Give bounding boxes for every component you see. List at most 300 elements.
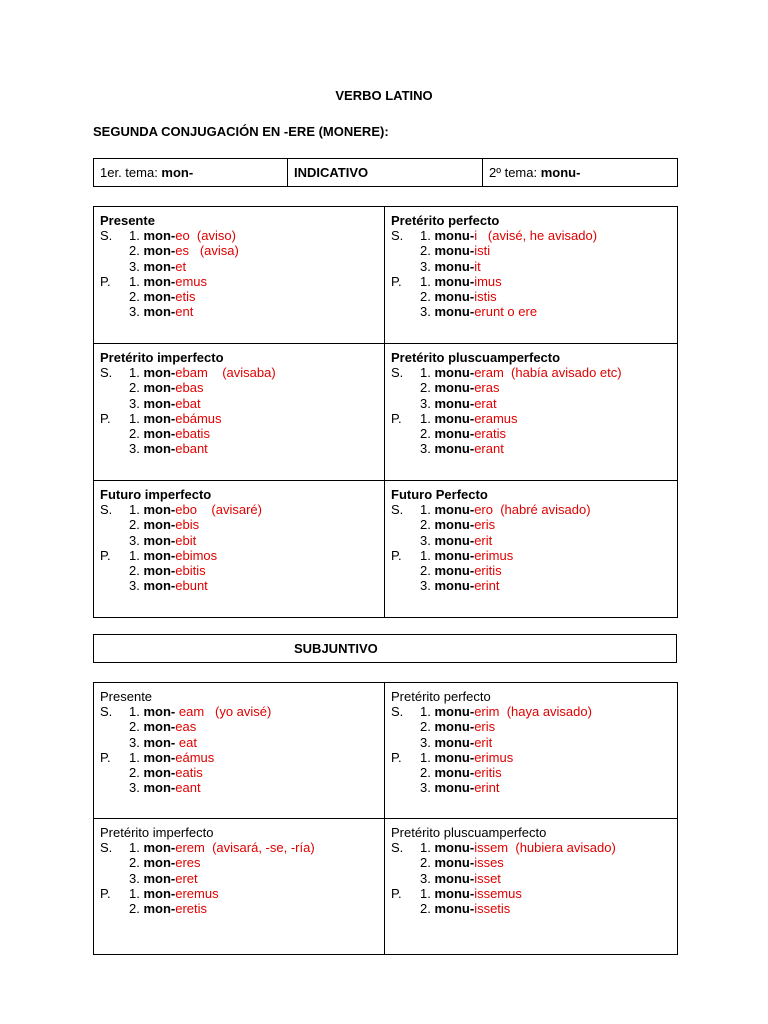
verb-ending: etis xyxy=(175,289,196,305)
verb-ending: eris xyxy=(474,517,496,533)
conjugation-line xyxy=(100,871,384,886)
verb-stem: monu- xyxy=(434,273,475,289)
conjugation-line xyxy=(100,304,384,319)
verb-stem: monu- xyxy=(434,547,475,563)
conjugation-line xyxy=(100,502,384,517)
conjugation-line xyxy=(391,396,677,411)
person-number: 2. xyxy=(420,517,431,533)
verb-stem: mon- xyxy=(143,734,176,750)
verb-stem: mon- xyxy=(143,258,176,274)
verb-stem: mon- xyxy=(143,901,176,917)
person-number: 1. xyxy=(129,704,140,720)
verb-stem: mon- xyxy=(143,365,176,381)
verb-ending: isti xyxy=(474,243,491,259)
conjugation-line xyxy=(391,901,677,916)
conjugation-line xyxy=(391,228,677,243)
tense-row xyxy=(94,683,678,819)
person-number: 2. xyxy=(129,380,140,396)
tense-block xyxy=(94,683,384,795)
person-number: 1. xyxy=(420,502,431,518)
tense-cell xyxy=(385,344,678,481)
conjugation-line xyxy=(100,517,384,532)
conjugation-line xyxy=(391,365,677,380)
verb-stem: monu- xyxy=(434,749,475,765)
conjugation-line xyxy=(100,411,384,426)
verb-stem: monu- xyxy=(434,765,475,781)
verb-ending: eritis xyxy=(474,765,502,781)
conjugation-line xyxy=(100,396,384,411)
subjunctive-conjugation-table xyxy=(93,682,678,955)
verb-stem: monu- xyxy=(434,780,475,796)
person-number: 2. xyxy=(420,426,431,442)
verb-ending: imus xyxy=(474,273,502,289)
conjugation-line xyxy=(391,578,677,593)
tense-block xyxy=(385,819,677,916)
person-number: 3. xyxy=(129,870,140,886)
person-number: 1. xyxy=(129,365,140,381)
person-number: 1. xyxy=(420,749,431,765)
verb-stem: mon- xyxy=(143,517,176,533)
verb-stem: monu- xyxy=(434,304,475,320)
person-number: 3. xyxy=(129,304,140,320)
tense-name: Pretérito perfecto xyxy=(391,213,500,228)
verb-stem: mon- xyxy=(143,749,176,765)
verb-stem: monu- xyxy=(434,532,475,548)
verb-ending: eam (yo avisé) xyxy=(175,704,272,720)
person-number: 3. xyxy=(420,441,431,457)
verb-stem: mon- xyxy=(143,410,176,426)
person-number: 1. xyxy=(129,502,140,518)
verb-ending: eant xyxy=(175,780,201,796)
verb-stem: monu- xyxy=(434,426,475,442)
person-number: 3. xyxy=(420,258,431,274)
person-number: 2. xyxy=(129,426,140,442)
verb-stem: mon- xyxy=(143,719,176,735)
verb-ending: ebat xyxy=(175,395,201,411)
person-number: 3. xyxy=(420,304,431,320)
person-number: 2. xyxy=(129,719,140,735)
conjugation-line xyxy=(391,243,677,258)
verb-ending: it xyxy=(474,258,481,274)
conjugation-line xyxy=(391,840,677,855)
number-label: P. xyxy=(100,885,111,901)
verb-ending: erim (haya avisado) xyxy=(474,704,592,720)
verb-ending: ero (habré avisado) xyxy=(474,502,591,518)
verb-ending: erit xyxy=(474,532,493,548)
verb-stem: monu- xyxy=(434,502,475,518)
verb-stem: mon- xyxy=(143,532,176,548)
person-number: 2. xyxy=(420,380,431,396)
verb-ending: eas xyxy=(175,719,197,735)
document-title: VERBO LATINO xyxy=(335,88,433,103)
verb-ending: eras xyxy=(474,380,500,396)
tense-cell xyxy=(385,683,678,819)
number-label: P. xyxy=(100,273,111,289)
verb-ending: eres xyxy=(175,855,201,871)
conjugation-line xyxy=(391,441,677,456)
tense-name: Presente xyxy=(100,213,155,228)
tense-block xyxy=(94,344,384,456)
person-number: 3. xyxy=(420,395,431,411)
tense-cell xyxy=(94,683,385,819)
document-subtitle: SEGUNDA CONJUGACIÓN EN -ERE (MONERE): xyxy=(93,124,389,139)
number-label: S. xyxy=(100,228,113,244)
number-label: S. xyxy=(100,502,113,518)
number-label: P. xyxy=(391,273,402,289)
conjugation-line xyxy=(100,735,384,750)
verb-stem: mon- xyxy=(143,228,176,244)
verb-stem: mon- xyxy=(143,395,176,411)
conjugation-line xyxy=(100,563,384,578)
person-number: 2. xyxy=(420,901,431,917)
conjugation-line xyxy=(100,855,384,870)
number-label: S. xyxy=(391,840,404,856)
conjugation-line xyxy=(391,533,677,548)
verb-ending: eret xyxy=(175,870,198,886)
verb-ending: eramus xyxy=(474,410,518,426)
verb-ending: eámus xyxy=(175,749,215,765)
verb-ending: ebitis xyxy=(175,563,206,579)
verb-stem: monu- xyxy=(434,870,475,886)
conjugation-line xyxy=(391,517,677,532)
conjugation-line xyxy=(100,886,384,901)
first-theme-cell xyxy=(94,159,288,187)
tense-row xyxy=(94,819,678,955)
number-label: P. xyxy=(100,547,111,563)
verb-ending: eo (aviso) xyxy=(175,228,236,244)
tense-row xyxy=(94,344,678,481)
subjunctive-header-table xyxy=(93,634,677,663)
verb-stem: mon- xyxy=(143,855,176,871)
person-number: 1. xyxy=(420,885,431,901)
number-label: P. xyxy=(391,410,402,426)
conjugation-line xyxy=(100,426,384,441)
conjugation-line xyxy=(391,289,677,304)
conjugation-line xyxy=(391,855,677,870)
verb-stem: mon- xyxy=(143,870,176,886)
verb-ending: erimus xyxy=(474,749,514,765)
person-number: 2. xyxy=(129,289,140,305)
person-number: 1. xyxy=(420,840,431,856)
verb-ending: eatis xyxy=(175,765,203,781)
tense-block xyxy=(385,481,677,593)
conjugation-line xyxy=(391,871,677,886)
person-number: 1. xyxy=(420,228,431,244)
conjugation-line xyxy=(391,704,677,719)
person-number: 1. xyxy=(129,273,140,289)
verb-ending: eat xyxy=(175,734,197,750)
second-theme-cell xyxy=(483,159,678,187)
number-label: P. xyxy=(100,749,111,765)
conjugation-line xyxy=(391,780,677,795)
verb-ending: erit xyxy=(474,734,493,750)
verb-stem: mon- xyxy=(143,780,176,796)
number-label: S. xyxy=(100,365,113,381)
conjugation-line xyxy=(391,548,677,563)
verb-stem: mon- xyxy=(143,502,176,518)
person-number: 1. xyxy=(129,410,140,426)
tense-cell xyxy=(94,481,385,618)
tense-block xyxy=(385,344,677,456)
conjugation-line xyxy=(100,533,384,548)
conjugation-line xyxy=(100,704,384,719)
conjugation-line xyxy=(100,578,384,593)
tense-name: Futuro imperfecto xyxy=(100,487,212,502)
tense-cell xyxy=(385,481,678,618)
tense-name: Futuro Perfecto xyxy=(391,487,488,502)
verb-ending: erint xyxy=(474,780,500,796)
tense-cell xyxy=(385,207,678,344)
verb-stem: monu- xyxy=(434,289,475,305)
person-number: 3. xyxy=(420,734,431,750)
person-number: 2. xyxy=(129,855,140,871)
conjugation-line xyxy=(391,563,677,578)
number-label: S. xyxy=(391,502,404,518)
tense-row xyxy=(94,207,678,344)
verb-ending: es (avisa) xyxy=(175,243,239,259)
conjugation-line xyxy=(100,548,384,563)
verb-ending: ebis xyxy=(175,517,200,533)
verb-ending: ebo (avisaré) xyxy=(175,502,262,518)
verb-ending: ebunt xyxy=(175,578,208,594)
verb-ending: issemus xyxy=(474,885,522,901)
person-number: 3. xyxy=(420,532,431,548)
person-number: 1. xyxy=(420,547,431,563)
person-number: 3. xyxy=(420,870,431,886)
tense-block xyxy=(94,481,384,593)
verb-ending: et xyxy=(175,258,187,274)
verb-ending: ebámus xyxy=(175,410,222,426)
second-theme-value: monu- xyxy=(540,165,581,180)
person-number: 3. xyxy=(129,780,140,796)
person-number: 1. xyxy=(129,228,140,244)
person-number: 3. xyxy=(420,578,431,594)
person-number: 1. xyxy=(420,365,431,381)
person-number: 2. xyxy=(420,563,431,579)
person-number: 3. xyxy=(129,734,140,750)
verb-ending: eritis xyxy=(474,563,502,579)
person-number: 1. xyxy=(420,704,431,720)
verb-stem: monu- xyxy=(434,578,475,594)
tense-block xyxy=(94,207,384,319)
verb-stem: mon- xyxy=(143,578,176,594)
conjugation-line xyxy=(391,304,677,319)
number-label: P. xyxy=(100,410,111,426)
conjugation-line xyxy=(391,274,677,289)
verb-ending: ebam (avisaba) xyxy=(175,365,276,381)
person-number: 2. xyxy=(420,855,431,871)
verb-ending: erant xyxy=(474,441,504,457)
person-number: 2. xyxy=(129,563,140,579)
verb-ending: emus xyxy=(175,273,208,289)
verb-stem: mon- xyxy=(143,765,176,781)
verb-ending: isses xyxy=(474,855,504,871)
tense-name: Pretérito pluscuamperfecto xyxy=(391,825,547,840)
person-number: 2. xyxy=(420,765,431,781)
conjugation-line xyxy=(100,243,384,258)
person-number: 1. xyxy=(129,547,140,563)
verb-ending: erint xyxy=(474,578,500,594)
verb-stem: mon- xyxy=(143,840,176,856)
number-label: S. xyxy=(100,704,113,720)
verb-stem: mon- xyxy=(143,441,176,457)
verb-stem: monu- xyxy=(434,563,475,579)
person-number: 3. xyxy=(129,258,140,274)
person-number: 1. xyxy=(129,885,140,901)
conjugation-line xyxy=(100,901,384,916)
tense-name: Pretérito pluscuamperfecto xyxy=(391,350,561,365)
verb-ending: ent xyxy=(175,304,194,320)
person-number: 1. xyxy=(129,749,140,765)
verb-stem: monu- xyxy=(434,380,475,396)
person-number: 1. xyxy=(129,840,140,856)
conjugation-line xyxy=(391,411,677,426)
number-label: S. xyxy=(391,704,404,720)
verb-stem: monu- xyxy=(434,395,475,411)
verb-stem: mon- xyxy=(143,885,176,901)
number-label: S. xyxy=(100,840,113,856)
tense-row xyxy=(94,481,678,618)
tense-block xyxy=(94,819,384,916)
verb-stem: monu- xyxy=(434,734,475,750)
person-number: 2. xyxy=(420,719,431,735)
verb-stem: mon- xyxy=(143,304,176,320)
verb-stem: monu- xyxy=(434,719,475,735)
tense-block xyxy=(385,207,677,319)
verb-ending: eremus xyxy=(175,885,219,901)
first-theme-label: 1er. tema: xyxy=(100,165,162,180)
person-number: 2. xyxy=(129,517,140,533)
verb-stem: mon- xyxy=(143,380,176,396)
verb-ending: i (avisé, he avisado) xyxy=(474,228,598,244)
verb-stem: monu- xyxy=(434,855,475,871)
verb-ending: ebatis xyxy=(175,426,210,442)
conjugation-line xyxy=(391,765,677,780)
verb-ending: eretis xyxy=(175,901,208,917)
verb-stem: monu- xyxy=(434,365,475,381)
person-number: 3. xyxy=(129,532,140,548)
person-number: 1. xyxy=(420,273,431,289)
person-number: 3. xyxy=(420,780,431,796)
verb-stem: monu- xyxy=(434,517,475,533)
person-number: 3. xyxy=(129,395,140,411)
verb-stem: monu- xyxy=(434,258,475,274)
mood-cell xyxy=(288,159,483,187)
verb-stem: monu- xyxy=(434,840,475,856)
verb-ending: erimus xyxy=(474,547,514,563)
verb-stem: monu- xyxy=(434,704,475,720)
verb-ending: issetis xyxy=(474,901,511,917)
conjugation-line xyxy=(391,380,677,395)
conjugation-line xyxy=(100,719,384,734)
verb-stem: monu- xyxy=(434,228,475,244)
verb-stem: mon- xyxy=(143,547,176,563)
tense-cell xyxy=(94,344,385,481)
conjugation-line xyxy=(391,719,677,734)
verb-ending: erem (avisará, -se, -ría) xyxy=(175,840,315,856)
verb-ending: erat xyxy=(474,395,497,411)
tense-name: Pretérito imperfecto xyxy=(100,825,214,840)
person-number: 2. xyxy=(420,289,431,305)
number-label: P. xyxy=(391,749,402,765)
verb-stem: monu- xyxy=(434,901,475,917)
number-label: P. xyxy=(391,547,402,563)
verb-ending: eram (había avisado etc) xyxy=(474,365,622,381)
verb-stem: monu- xyxy=(434,885,475,901)
tense-name: Presente xyxy=(100,689,153,704)
conjugation-line xyxy=(100,441,384,456)
first-theme-value: mon- xyxy=(161,165,194,180)
conjugation-line xyxy=(100,380,384,395)
tense-cell xyxy=(94,207,385,344)
verb-stem: monu- xyxy=(434,243,475,259)
subjunctive-header-cell xyxy=(94,635,677,663)
tense-cell xyxy=(94,819,385,955)
verb-ending: istis xyxy=(474,289,497,305)
themes-header-table xyxy=(93,158,678,187)
tense-name: Pretérito perfecto xyxy=(391,689,491,704)
conjugation-line xyxy=(391,735,677,750)
tense-name: Pretérito imperfecto xyxy=(100,350,224,365)
verb-stem: monu- xyxy=(434,441,475,457)
verb-stem: mon- xyxy=(143,426,176,442)
verb-ending: issem (hubiera avisado) xyxy=(474,840,616,856)
conjugation-line xyxy=(391,426,677,441)
person-number: 2. xyxy=(129,243,140,259)
verb-ending: ebimos xyxy=(175,547,218,563)
verb-stem: mon- xyxy=(143,563,176,579)
second-theme-label: 2º tema: xyxy=(489,165,541,180)
verb-ending: ebit xyxy=(175,532,197,548)
tense-cell xyxy=(385,819,678,955)
number-label: S. xyxy=(391,365,404,381)
verb-stem: mon- xyxy=(143,273,176,289)
person-number: 2. xyxy=(420,243,431,259)
verb-ending: eratis xyxy=(474,426,506,442)
indicative-conjugation-table xyxy=(93,206,678,618)
conjugation-line xyxy=(391,259,677,274)
conjugation-line xyxy=(100,365,384,380)
person-number: 3. xyxy=(129,441,140,457)
conjugation-line xyxy=(100,780,384,795)
conjugation-line xyxy=(100,750,384,765)
subjunctive-label: SUBJUNTIVO xyxy=(294,641,378,656)
mood-label: INDICATIVO xyxy=(294,165,369,180)
number-label: P. xyxy=(391,885,402,901)
verb-ending: isset xyxy=(474,870,501,886)
conjugation-line xyxy=(100,840,384,855)
verb-stem: mon- xyxy=(143,289,176,305)
conjugation-line xyxy=(100,228,384,243)
conjugation-line xyxy=(100,274,384,289)
conjugation-line xyxy=(100,289,384,304)
tense-block xyxy=(385,683,677,795)
verb-stem: monu- xyxy=(434,410,475,426)
number-label: S. xyxy=(391,228,404,244)
conjugation-line xyxy=(100,259,384,274)
verb-ending: ebant xyxy=(175,441,208,457)
person-number: 3. xyxy=(129,578,140,594)
conjugation-line xyxy=(100,765,384,780)
verb-ending: erunt o ere xyxy=(474,304,538,320)
conjugation-line xyxy=(391,750,677,765)
verb-ending: eris xyxy=(474,719,496,735)
person-number: 2. xyxy=(129,901,140,917)
person-number: 1. xyxy=(420,410,431,426)
person-number: 2. xyxy=(129,765,140,781)
verb-stem: mon- xyxy=(143,243,176,259)
verb-stem: mon- xyxy=(143,704,176,720)
